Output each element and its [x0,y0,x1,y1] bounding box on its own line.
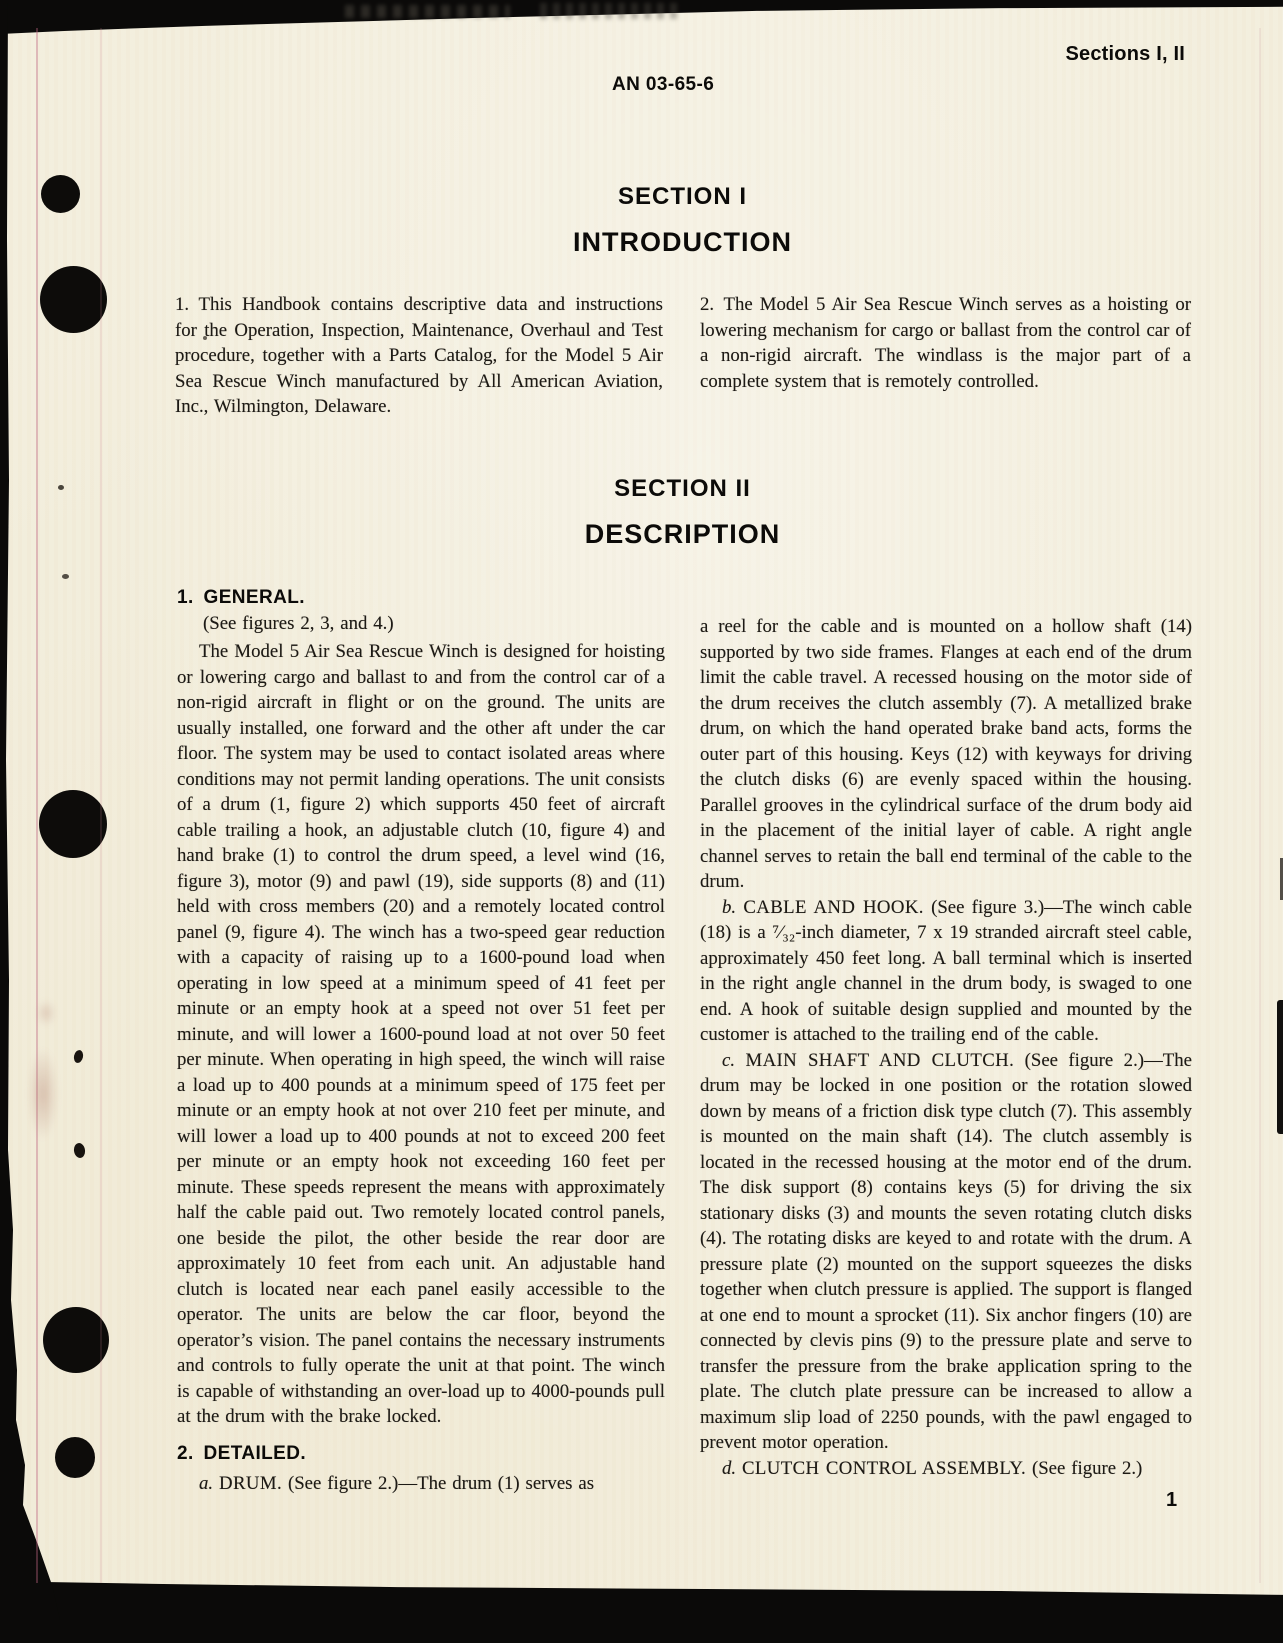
detailed-heading: 2. DETAILED. [177,1442,307,1464]
paper-stain [36,1000,56,1026]
paragraph-letter: b. [722,896,737,918]
paragraph-a-drum-lead [177,1471,665,1497]
doc-number: AN 03-65-6 [612,74,715,95]
section2-title: SECTION II [614,475,751,502]
section1-paragraph-2: 2. The Model 5 Air Sea Rescue Winch serves as a hoisting or lowering mechanism for cargo or ballast from the control car of a non-rigid aircraft. The windlass is the major part of a complete system that is remotely controlled. [700,294,1191,392]
paragraph-title: DRUM. [219,1473,283,1494]
section1-paragraph-1: 1. This Handbook contains descriptive data and instructions for the Operation, Inspection, Maintenance, Overhaul and Test procedure, together with a Parts Catalog, for the Model 5 Air Sea Rescue Winch manufactured by All American Aviation, Inc., Wilmington, Delaware. [175,294,663,417]
bleed-through-smudge [540,3,680,19]
bleed-through-smudge [345,5,510,18]
general-heading: 1. GENERAL. [177,587,305,608]
paragraph-title: CABLE AND HOOK. [743,896,924,918]
paragraph-d-clutch-control-assembly [700,1456,1192,1482]
section2-right-column [700,614,1192,1481]
paper-crease-line [1259,28,1261,1583]
punch-hole [39,790,107,858]
header-sections-label: Sections I, II [1065,43,1185,65]
paragraph-letter: a. [199,1473,214,1494]
paragraph-letter: c. [722,1049,736,1071]
paragraph-b-cable-and-hook [700,895,1192,1048]
punch-hole [55,1437,95,1478]
paper-speck [58,485,64,490]
ink-dot [73,1049,85,1064]
paragraph-letter: d. [722,1457,737,1479]
scan-right-edge-mark [1277,1000,1283,1134]
paragraph-text: (See figure 2.)—The drum may be locked in one position or the rotation slowed down by means of a friction disk type clutch (7). This assembly is mounted on the main shaft (14). The clutch assembly is located in the recessed housing at the motor end of the drum. The disk support (8) contains keys (5) for driving the six stationary disks (3) and mounts the seven rotating clutch disks (4). The rotating disks are keyed to and rotate with the drum. A pressure plate (2) mounted on the support squeezes the disks together when clutch pressure is applied. The support is flanged at one end to mount a sprocket (11). Six anchor fingers (10) are connected by clevis pins (9) to the pressure plate and serve to transfer the pressure from the brake application spring to the plate. The clutch plate pressure can be increased to allow a maximum slip load of 2250 pounds, with the pawl engaged to prevent motor operation. [700,1049,1192,1453]
section1-right-column [700,292,1191,394]
scan-bottom-border [0,1578,1283,1643]
paper-speck [62,574,69,579]
paragraph-title: CLUTCH CONTROL ASSEMBLY. [742,1457,1027,1479]
paragraph-a-drum-continuation: a reel for the cable and is mounted on a hollow shaft (14) supported by two side frames. Flanges at each end of the drum limit the cable travel. A recessed housing on the motor side of the drum receives the clutch assembly (7). A metallized brake drum, on which the hand operated brake band acts, forms the outer part of this housing. Keys (12) with keyways for driving the clutch disks (6) are evenly spaced within the housing. Parallel grooves in the cylindrical surface of the drum body aid in the placement of the initial layer of cable. A right angle channel serves to retain the ball end terminal of the cable to the drum. [700,616,1192,892]
punch-hole [40,266,107,333]
section2-subtitle: DESCRIPTION [584,519,781,549]
ink-dot [73,1142,86,1158]
paragraph-text: (See figure 2.) [1031,1457,1143,1479]
paragraph-text: (See figure 3.)—The winch cable (18) is a ⁷⁄₃₂-inch diameter, 7 x 19 stranded aircraft steel cable, approximately 450 feet long. A ball terminal which is inserted in the right angle channel in the drum body, is swaged to one end. A hook of suitable design supplied and mounted by the customer is attached to the trailing end of the cable. [700,896,1192,1045]
section1-left-column [175,292,663,420]
section1-subtitle: INTRODUCTION [573,227,792,257]
section1-title: SECTION I [617,183,747,210]
general-figures-note: (See figures 2, 3, and 4.) [203,612,394,634]
paragraph-text: (See figure 2.)—The drum (1) serves as [287,1473,594,1494]
paper-crease-line [36,28,38,1583]
paragraph-c-main-shaft-and-clutch [700,1048,1192,1456]
paper-stain [28,1048,58,1140]
paper-crease-line [100,28,102,1583]
paragraph-title: MAIN SHAFT AND CLUTCH. [745,1049,1015,1071]
punch-hole [41,175,80,213]
section2-left-column [177,585,665,1497]
general-paragraph: The Model 5 Air Sea Rescue Winch is designed for hoisting or lowering cargo and ballast to and from the control car of a non-rigid aircraft in flight or on the ground. The units are usually installed, one forward and the other aft under the car floor. The system may be used to contact isolated areas where conditions may not permit landing operations. The unit consists of a drum (1, figure 2) which supports 450 feet of aircraft cable trailing a hook, an adjustable clutch (10, figure 4) and hand brake (1) to control the drum speed, a level wind (16, figure 3), motor (9) and pawl (19), side supports (8) and (11) held with cross members (20) and a remotely located control panel (9, figure 4). The winch has a two-speed gear reduction with a capacity of raising up to a 1600-pound load when operating in low speed at a minimum speed of 41 feet per minute or an empty hook at a speed not over 51 feet per minute, and will lower a 1600-pound load at not over 50 feet per minute. When operating in high speed, the winch will raise a load up to 400 pounds at a minimum speed of 175 feet per minute or an empty hook at not over 210 feet per minute, and will lower a load up to 400 pounds at not to exceed 200 feet per minute or an empty hook not exceeding 160 feet per minute. These speeds represent the means with approximately half the cable paid out. Two remotely located control panels, one beside the pilot, the other beside the rear door are approximately 10 feet from each unit. An adjustable hand clutch is located near each panel easily accessible to the operator. The units are below the car floor, beyond the operator’s vision. The panel contains the necessary instruments and controls to fully operate the unit at that point. The winch is capable of withstanding an over-load up to 4000-pounds pull at the drum with the brake locked. [177,641,665,1427]
page-number: 1 [1166,1489,1178,1511]
